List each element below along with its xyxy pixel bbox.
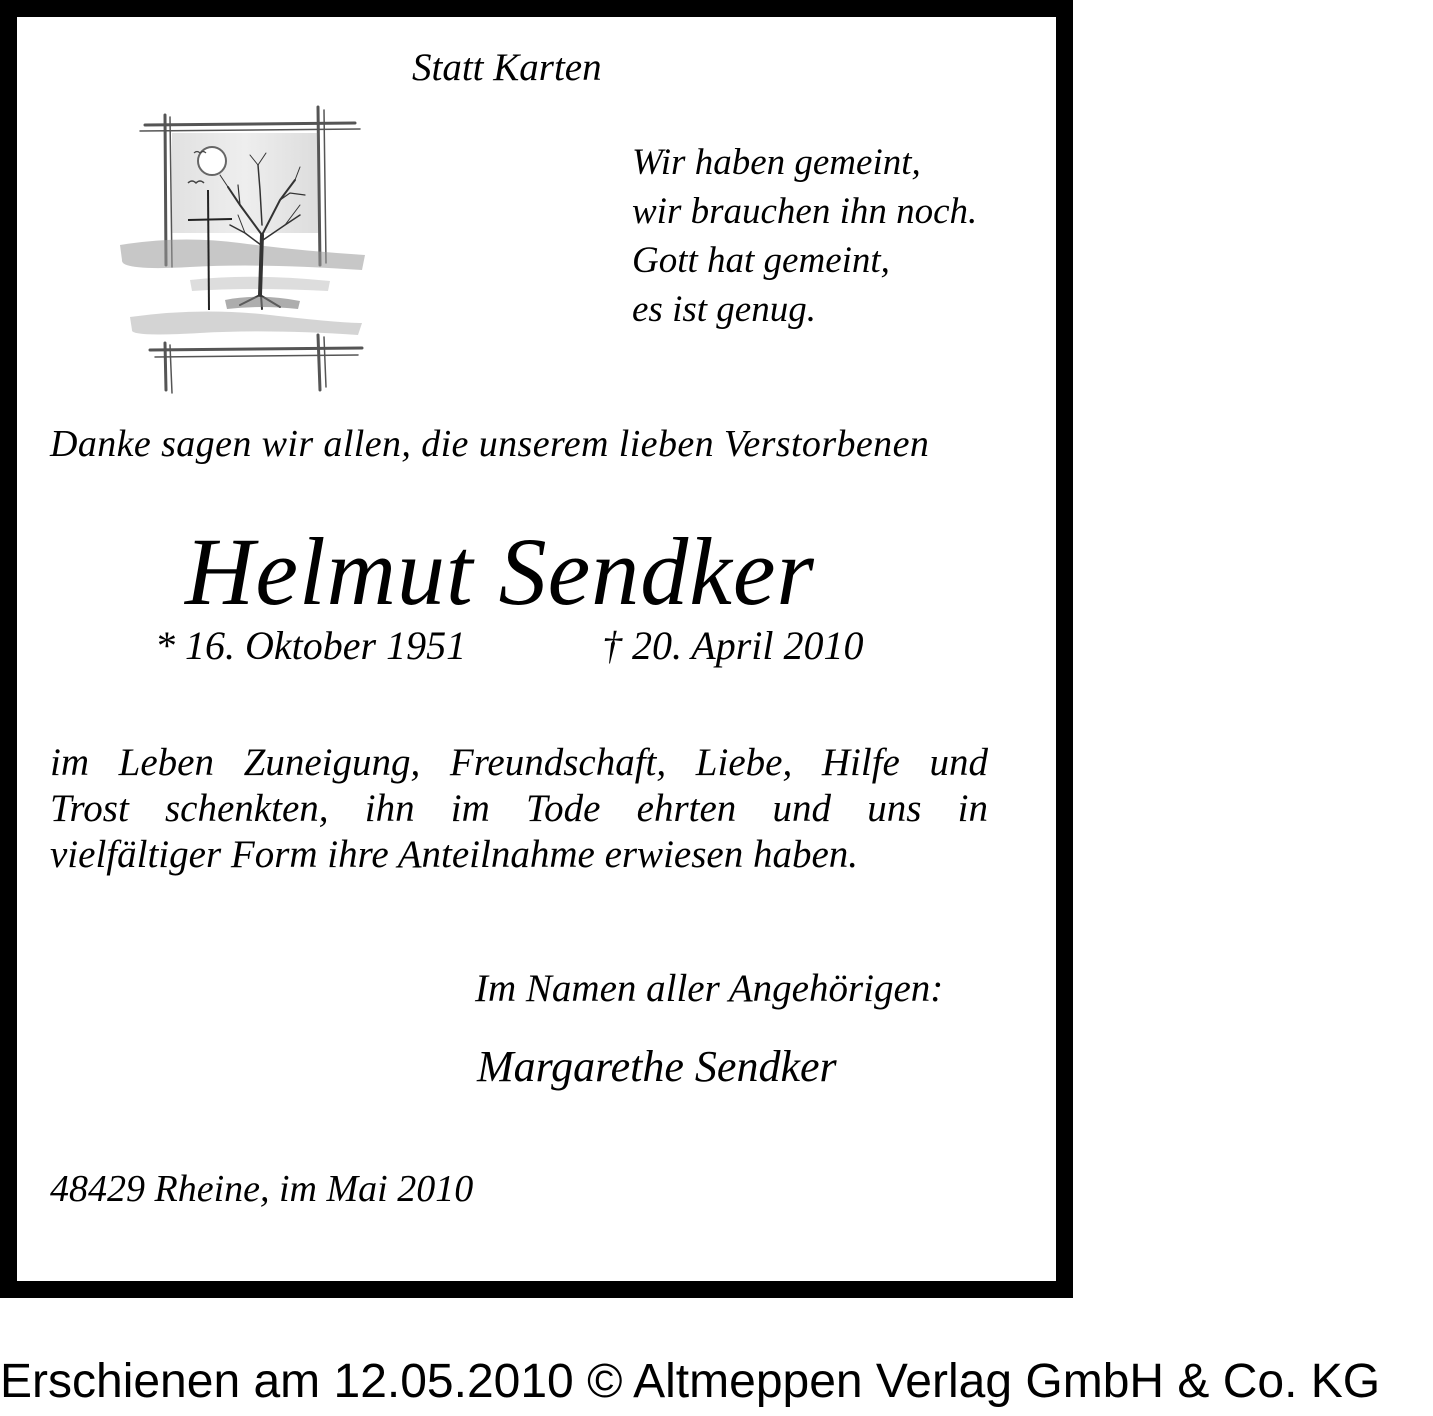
thanks-paragraph — [50, 740, 988, 878]
paragraph-line: vielfältiger Form ihre Anteilnahme erwiesen haben. — [50, 833, 859, 876]
paragraph-line: im Leben Zuneigung, Freundschaft, Liebe, Hilfe und — [50, 741, 988, 784]
poem-line: wir brauchen ihn noch. — [632, 191, 978, 232]
poem-line: Gott hat gemeint, — [632, 240, 890, 281]
publication-credit: Erschienen am 12.05.2010 © Altmeppen Verlag GmbH & Co. KG — [0, 1355, 1381, 1408]
deceased-name: Helmut Sendker — [185, 518, 815, 625]
birth-date: * 16. Oktober 1951 — [155, 623, 467, 668]
notice-heading: Statt Karten — [412, 46, 602, 89]
death-date: † 20. April 2010 — [602, 623, 864, 668]
place-date: 48429 Rheine, im Mai 2010 — [50, 1168, 474, 1210]
signer-name: Margarethe Sendker — [477, 1042, 837, 1091]
poem-line: es ist genug. — [632, 289, 816, 330]
intro-text: Danke sagen wir allen, die unserem lieben Verstorbenen — [50, 423, 930, 465]
window-tree-cross-sketch-icon — [100, 95, 370, 400]
closing-text: Im Namen aller Angehörigen: — [475, 967, 944, 1010]
poem — [632, 138, 977, 334]
poem-line: Wir haben gemeint, — [632, 142, 921, 183]
paragraph-line: Trost schenkten, ihn im Tode ehrten und uns in — [50, 787, 988, 830]
